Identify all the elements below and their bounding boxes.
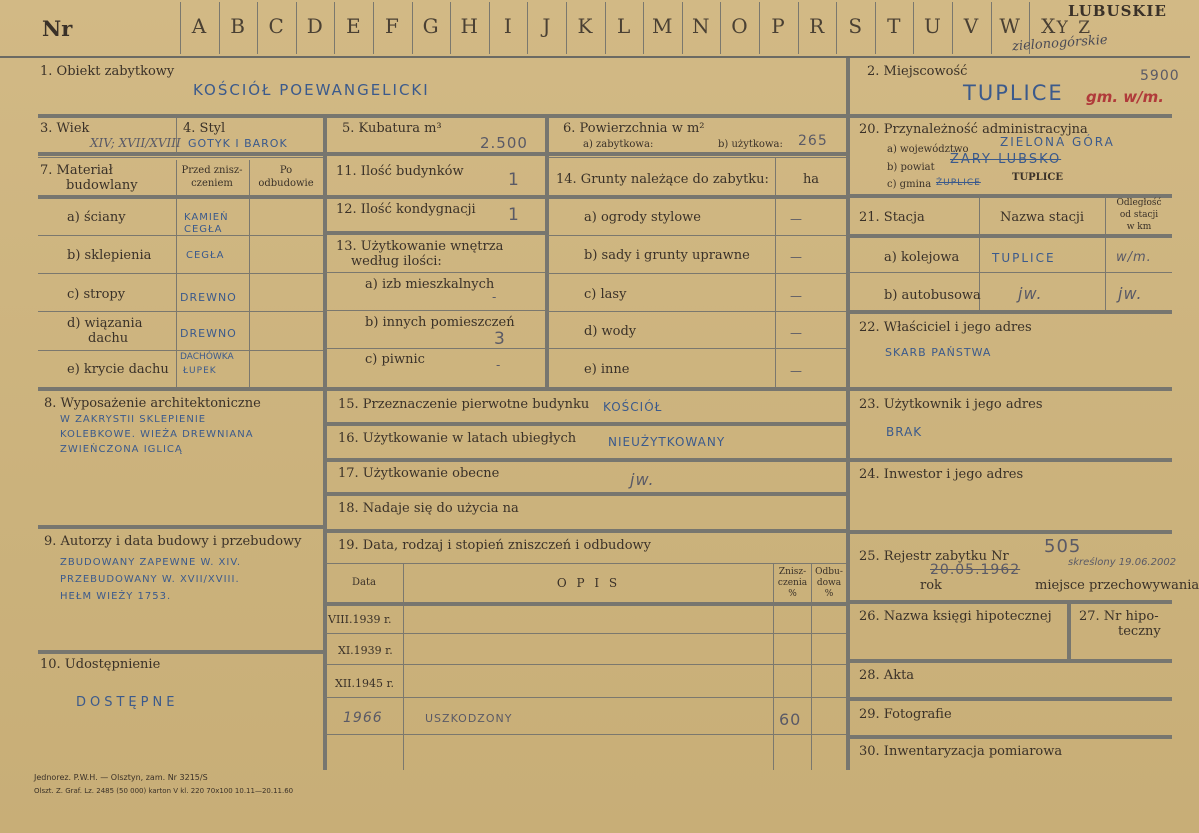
letter-index-a: A (191, 14, 207, 38)
f27-label-1: 27. Nr hipo- (1079, 609, 1159, 624)
f7-b-value: CEGŁA (186, 250, 225, 261)
f17-label: 17. Użytkowanie obecne (338, 466, 500, 481)
letter-index-g: G (422, 14, 439, 38)
f17-value: jw. (630, 470, 655, 489)
f19-col-znis-pct: % (788, 589, 797, 599)
f2-value: TUPLICE (963, 81, 1064, 105)
f19-rule-1 (325, 633, 846, 634)
f7-row-d-label-1: d) wiązania (67, 316, 143, 331)
f14-rule-a (547, 235, 846, 236)
f14-dash-e: — (790, 364, 803, 378)
f7-d-value: DREWNO (180, 327, 237, 340)
f19-head-bottom (325, 602, 846, 606)
letter-index-o: O (731, 14, 748, 38)
f19-row-4-pct: 60 (779, 710, 802, 729)
f13-label-1: 13. Użytkowanie wnętrza (336, 239, 504, 254)
f7-col2-2: odbudowie (258, 178, 314, 189)
f19-row-3-date: XII.1945 r. (335, 677, 395, 690)
f7-row-c-label: c) stropy (67, 287, 126, 302)
f14-row-c: c) lasy (584, 287, 627, 302)
f20-c: c) gmina (887, 179, 932, 190)
letter-index-j: J (542, 14, 551, 38)
letter-index-u: U (923, 14, 941, 38)
f19-row-1-date: VIII.1939 r. (328, 613, 392, 626)
f6-label: 6. Powierzchnia w m² (563, 121, 705, 136)
region-stamp: LUBUSKIE (1068, 2, 1167, 20)
letter-index-m: M (651, 14, 673, 38)
f16-value: NIEUŻYTKOWANY (608, 435, 726, 449)
f21-col-dist-2: od stacji (1119, 210, 1159, 220)
f21-b-dist: jw. (1118, 284, 1143, 303)
f19-rule-4 (325, 734, 846, 735)
f1-value: KOŚCIÓŁ POEWANGELICKI (193, 81, 430, 99)
f14-row-d: d) wody (584, 324, 637, 339)
f14-dash-c: — (790, 289, 803, 303)
f7-e-value-1: DACHÓWKA (180, 352, 234, 362)
f14-row-a: a) ogrody stylowe (584, 210, 701, 225)
f21-vline-2 (1105, 196, 1106, 310)
nr-label: Nr (42, 16, 73, 41)
f21-col-dist-3: w km (1126, 222, 1152, 232)
f7-row-b-label: b) sklepienia (67, 248, 152, 263)
f24-label: 24. Inwestor i jego adres (859, 467, 1024, 482)
f13-b-val: 3 (494, 329, 506, 349)
letter-index-e: E (346, 14, 361, 38)
f22-label: 22. Właściciel i jego adres (859, 320, 1032, 335)
f7-row-d-label-2: dachu (88, 331, 129, 346)
f7-label-1: 7. Materiał (40, 163, 113, 178)
f7-top (38, 157, 323, 158)
f19-col-odb-pct: % (824, 589, 834, 599)
f7-rule-d (38, 350, 323, 351)
f25-nr: 505 (1044, 536, 1082, 557)
f21-col-name: Nazwa stacji (999, 210, 1085, 225)
f30-label: 30. Inwentaryzacja pomiarowa (859, 744, 1063, 759)
f27-label-2: teczny (1118, 624, 1161, 639)
f7-rule-b (38, 273, 323, 274)
f9-line-3: HEŁM WIEŻY 1753. (60, 591, 172, 602)
letter-index-c: C (268, 14, 284, 38)
f14-head-rule (547, 195, 846, 199)
letter-index-t: T (887, 14, 901, 38)
f14-row-b: b) sady i grunty uprawne (584, 248, 750, 263)
f19-rule-3 (325, 697, 846, 698)
f14-unit: ha (802, 172, 820, 187)
f15-top (325, 387, 846, 391)
f19-top (325, 529, 846, 533)
f7-col2-1: Po (279, 165, 293, 176)
f10-top (38, 650, 323, 654)
f13-a: a) izb mieszkalnych (365, 277, 495, 292)
letter-index-x: X (1041, 14, 1056, 38)
f19-col-znis-1: Znisz- (778, 567, 807, 577)
f28-top (848, 659, 1172, 663)
f19-rule-2 (325, 664, 846, 665)
letter-index-y: Y (1056, 18, 1068, 38)
f7-col1-2: czeniem (191, 178, 233, 189)
f24-top (848, 458, 1172, 462)
f8-line-3: ZWIEŃCZONA IGLICĄ (60, 444, 183, 455)
f11-bottom (325, 195, 545, 199)
f30-top (848, 735, 1172, 739)
f4-value: GOTYK I BAROK (188, 137, 288, 150)
f7-rule-a (38, 235, 323, 236)
f10-value: DOSTĘPNE (76, 695, 179, 710)
f19-row-4-year: 1966 (343, 710, 383, 726)
f7-row-e-label: e) krycie dachu (67, 362, 169, 377)
f29-top (848, 697, 1172, 701)
f9-line-1: ZBUDOWANY ZAPEWNE W. XIV. (60, 557, 242, 568)
region-old-handwriting: zielonogórskie (1011, 32, 1109, 55)
f19-col-odb-2: dowa (816, 578, 842, 588)
f13-rule-1 (325, 272, 545, 273)
f4-label: 4. Styl (183, 121, 226, 136)
letter-index-v: V (963, 14, 979, 38)
letter-index-f: F (385, 14, 399, 38)
letter-index-z: Z (1078, 18, 1091, 38)
rule-top-block (38, 114, 846, 118)
footer-line-2: Olszt. Z. Graf. Lz. 2485 (50 000) karton V kl. 220 70x100 10.11—20.11.60 (34, 787, 294, 795)
f6-b: b) użytkowa: (718, 139, 783, 150)
f2-label: 2. Miejscowość (867, 64, 968, 79)
f20-top (848, 114, 1172, 118)
f11-value: 1 (508, 170, 520, 190)
f12-label: 12. Ilość kondygnacji (336, 202, 476, 217)
f14-row-e: e) inne (584, 362, 630, 377)
f20-a: a) województwo (887, 144, 969, 155)
f14-label: 14. Grunty należące do zabytku: (556, 172, 769, 187)
f22-top (848, 310, 1172, 314)
f25-label: 25. Rejestr zabytku Nr (859, 549, 1009, 564)
f16-top (325, 422, 846, 426)
f19-vline-data (403, 563, 404, 770)
f14-dash-a: — (790, 212, 803, 226)
f13-b: b) innych pomieszczeń (365, 315, 515, 330)
f13-rule-2 (325, 310, 545, 311)
f11-label: 11. Ilość budynków (336, 164, 464, 179)
f25-rok: rok (920, 578, 942, 593)
f20-c-value: ŻUPLICE (936, 178, 981, 188)
f5-label: 5. Kubatura m³ (342, 121, 442, 136)
card-number-handwriting: 5900 (1140, 68, 1180, 84)
f23-top (848, 387, 1172, 391)
f19-col-znis-2: czenia (777, 578, 808, 588)
f18-top (325, 492, 846, 496)
f13-c-val: - (496, 358, 502, 372)
f20-c-value-2: TUPLICE (1012, 172, 1063, 183)
letter-index-s: S (848, 14, 863, 38)
f8-line-2: KOLEBKOWE. WIEŻA DREWNIANA (60, 429, 254, 440)
f17-top (325, 458, 846, 462)
f16-label: 16. Użytkowanie w latach ubiegłych (338, 431, 577, 446)
f23-value: BRAK (886, 425, 923, 439)
right-column-divider (846, 58, 850, 770)
f5-value: 2.500 (480, 134, 528, 152)
letter-index-i: I (503, 14, 512, 38)
f25-top (848, 530, 1172, 534)
f7-rule-head (38, 195, 323, 199)
f19-row-2-date: XI.1939 r. (338, 644, 393, 657)
letter-index-h: H (460, 14, 478, 38)
letter-index-k: K (577, 14, 593, 38)
f20-b-value: ŻARY LUBSKO (950, 152, 1062, 167)
f26-27-divider (1067, 602, 1071, 660)
f21-rule-a (848, 272, 1172, 273)
f9-top (38, 525, 323, 529)
f25-date: 20.05.1962 (930, 562, 1021, 578)
f29-label: 29. Fotografie (859, 707, 952, 722)
f13-rule-3 (325, 348, 545, 349)
f21-b: b) autobusowa (884, 288, 981, 303)
f7-rule-c (38, 311, 323, 312)
footer-line-1: Jednorez. P.W.H. — Olsztyn, zam. Nr 3215/S (34, 773, 208, 782)
f19-col-odb-1: Odbu- (815, 567, 843, 577)
f21-a-dist: w/m. (1116, 250, 1152, 265)
f3-label: 3. Wiek (40, 121, 90, 136)
f28-label: 28. Akta (859, 668, 915, 683)
f7-a-value-2: CEGŁA (184, 224, 223, 235)
rule-row3 (38, 152, 846, 156)
letter-index-l: L (616, 14, 631, 38)
letter-index-p: P (771, 14, 785, 38)
f26-label: 26. Nazwa księgi hipotecznej (859, 609, 1052, 624)
f9-label: 9. Autorzy i data budowy i przebudowy (44, 534, 302, 549)
f8-line-1: W ZAKRYSTII SKLEPIENIE (60, 414, 207, 425)
f14-rule-d (547, 348, 846, 349)
f21-a: a) kolejowa (884, 250, 960, 265)
f14-rule-c (547, 311, 846, 312)
f8-top (38, 387, 323, 391)
f20-a-value: ZIELONA GÓRA (1000, 135, 1115, 149)
f6-b-value: 265 (798, 133, 828, 149)
f13-c: c) piwnic (365, 352, 425, 367)
f13-label-2: według ilości: (351, 254, 442, 269)
f20-b: b) powiat (887, 162, 935, 173)
letter-index-w: W (999, 14, 1020, 38)
f12-bottom (325, 231, 545, 235)
f21-b-name: jw. (1018, 284, 1043, 303)
letter-index-r: R (809, 14, 825, 38)
f6-a: a) zabytkowa: (583, 139, 654, 150)
letter-index-n: N (692, 14, 710, 38)
f8-label: 8. Wyposażenie architektoniczne (44, 396, 261, 411)
f14-rule-b (547, 273, 846, 274)
f18-label: 18. Nadaje się do użycia na (338, 501, 519, 516)
f7-col1-1: Przed znisz- (181, 165, 243, 176)
letter-index-d: D (306, 14, 323, 38)
f19-label: 19. Data, rodzaj i stopień zniszczeń i odbudowy (338, 538, 652, 553)
f20-label: 20. Przynależność administracyjna (859, 122, 1088, 137)
f26-top (848, 600, 1172, 604)
letter-index-b: B (230, 14, 245, 38)
f15-value: KOŚCIÓŁ (603, 400, 663, 414)
f19-col-opis: O P I S (556, 576, 621, 590)
f7-row-a-label: a) ściany (67, 210, 126, 225)
f14-dash-d: — (790, 326, 803, 340)
f21-a-name: TUPLICE (992, 251, 1056, 265)
div-left-center (323, 118, 327, 770)
f21-col-dist-1: Odległość (1116, 198, 1162, 208)
f19-col-data: Data (352, 577, 376, 588)
f22-value: SKARB PAŃSTWA (885, 346, 992, 359)
f7-label-2: budowlany (66, 178, 138, 193)
f12-value: 1 (508, 205, 520, 225)
f3-value: XIV; XVII/XVIII (90, 136, 181, 150)
f23-label: 23. Użytkownik i jego adres (859, 397, 1043, 412)
f2-note: gm. w/m. (1086, 88, 1164, 106)
f19-row-4-desc: USZKODZONY (425, 712, 513, 725)
f7-a-value-1: KAMIEŃ (184, 212, 229, 223)
f1-label: 1. Obiekt zabytkowy (40, 64, 175, 79)
f25-place-label: miejsce przechowywania (1035, 578, 1199, 593)
f14-dash-b: — (790, 250, 803, 264)
f15-label: 15. Przeznaczenie pierwotne budynku (338, 397, 590, 412)
f25-note: skreślony 19.06.2002 (1068, 557, 1177, 568)
f13-a-val: - (492, 290, 498, 304)
f21-head-rule (848, 234, 1172, 238)
f7-e-value-2: ŁUPEK (183, 366, 217, 376)
f14-top (547, 157, 846, 158)
f21-label: 21. Stacja (859, 210, 925, 225)
header-bottom-rule (0, 56, 1190, 58)
f9-line-2: PRZEBUDOWANY W. XVII/XVIII. (60, 574, 240, 585)
f10-label: 10. Udostępnienie (40, 657, 161, 672)
f7-c-value: DREWNO (180, 291, 237, 304)
